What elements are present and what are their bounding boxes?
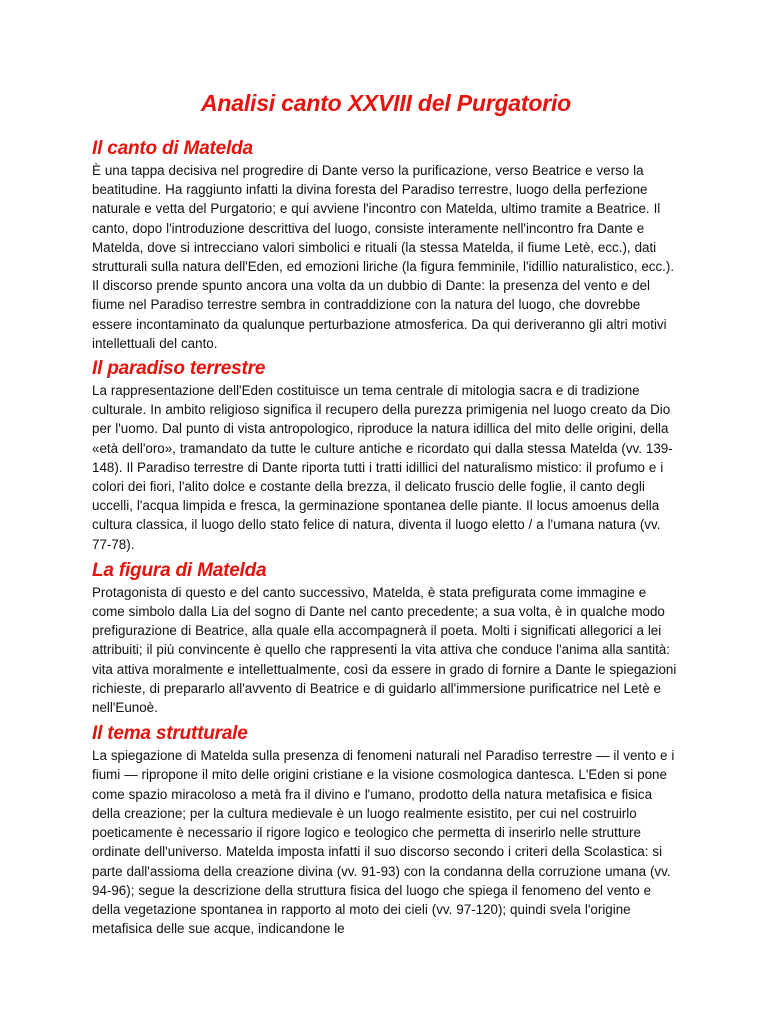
section-paragraph: La spiegazione di Matelda sulla presenza di fenomeni naturali nel Paradiso terrestre — il vento e i fiumi — ripropone il mito delle origini cristiane e la visione cosmologica dantesca. L'Eden si pone come spazio miracoloso a metà fra il divino e l'umano, prodotto della natura metafisica e fisica della creazione; per la cultura medievale è un luogo realmente esistito, per cui nel costruirlo poeticamente è necessario il rigore logico e teologico che permetta di inserirlo nelle strutture ordinate dell'universo. Matelda imposta infatti il suo discorso secondo i criteri della Scolastica: si parte dall'assioma della creazione divina (vv. 91-93) con la condanna della corruzione umana (vv. 94-96); segue la descrizione della struttura fisica del luogo che spiega il fenomeno del vento e della vegetazione spontanea in rapporto al moto dei cieli (vv. 97-120); quindi svela l'origine metafisica delle sue acque, indicandone le xyxy=(92,748,675,937)
section-figura-di-matelda xyxy=(92,558,680,717)
section-paragraph: La rappresentazione dell'Eden costituisce un tema centrale di mitologia sacra e di tradizione culturale. In ambito religioso significa il recupero della purezza primigenia nel luogo creato da Dio per l'uomo. Dal punto di vista antropologico, riproduce la natura idillica del mito delle origini, della «età dell'oro», tramandato da tutte le culture antiche e ricordato qui dalla stessa Matelda (vv. 139-148). Il Paradiso terrestre di Dante riporta tutti i tratti idillici del naturalismo mistico: il profumo e i colori dei fiori, l'alito dolce e costante della brezza, il delicato fruscio delle foglie, il canto degli uccelli, l'acqua limpida e fresca, la germinazione spontanea delle piante. Il locus amoenus della cultura classica, il luogo dello stato felice di natura, diventa il luogo eletto / a l'umana natura (vv. 77-78). xyxy=(92,383,673,552)
section-paradiso-terrestre xyxy=(92,356,680,554)
section-canto-di-matelda xyxy=(92,136,680,353)
section-heading: Il tema strutturale xyxy=(92,723,248,745)
section-heading: Il canto di Matelda xyxy=(92,138,253,159)
document-title: Analisi canto XXVIII del Purgatorio xyxy=(200,90,572,116)
section-heading: Il paradiso terrestre xyxy=(92,358,266,380)
section-heading: La figura di Matelda xyxy=(92,559,267,581)
section-tema-strutturale xyxy=(92,721,680,938)
section-paragraph: Protagonista di questo e del canto successivo, Matelda, è stata prefigurata come immagine e come simbolo dalla Lia del sogno di Dante nel canto precedente; a sua volta, è in qualche modo prefigurazione di Beatrice, alla quale ella accompagnerà il poeta. Molti i significati allegorici a lei attribuiti; il più convincente è quello che rappresenti la vita attiva che conduce l'anima alla santità: vita attiva moralmente e intellettualmente, così da essere in grado di fornire a Dante le spiegazioni richieste, di prepararlo all'avvento di Beatrice e di guidarlo all'immersione purificatrice nel Letè e nell'Eunoè. xyxy=(92,584,677,716)
document-page xyxy=(92,86,680,942)
section-paragraph: È una tappa decisiva nel progredire di Dante verso la purificazione, verso Beatrice e verso la beatitudine. Ha raggiunto infatti la divina foresta del Paradiso terrestre, luogo della perfezione naturale e vetta del Purgatorio; e qui avviene l'incontro con Matelda, ultimo tramite a Beatrice. Il canto, dopo l'introduzione descrittiva del luogo, consiste interamente nell'incontro fra Dante e Matelda, dove si intrecciano valori simbolici e rituali (la stessa Matelda, il fiume Letè, ecc.), dati strutturali sulla natura dell'Eden, ed emozioni liriche (la figura femminile, l'idillio naturalistico, ecc.). Il discorso prende spunto ancora una volta da un dubbio di Dante: la presenza del vento e del fiume nel Paradiso terrestre sembra in contraddizione con la natura del luogo, che dovrebbe essere incontaminato da qualunque perturbazione atmosferica. Da qui deriveranno gli altri motivi intellettuali del canto. xyxy=(92,163,675,351)
